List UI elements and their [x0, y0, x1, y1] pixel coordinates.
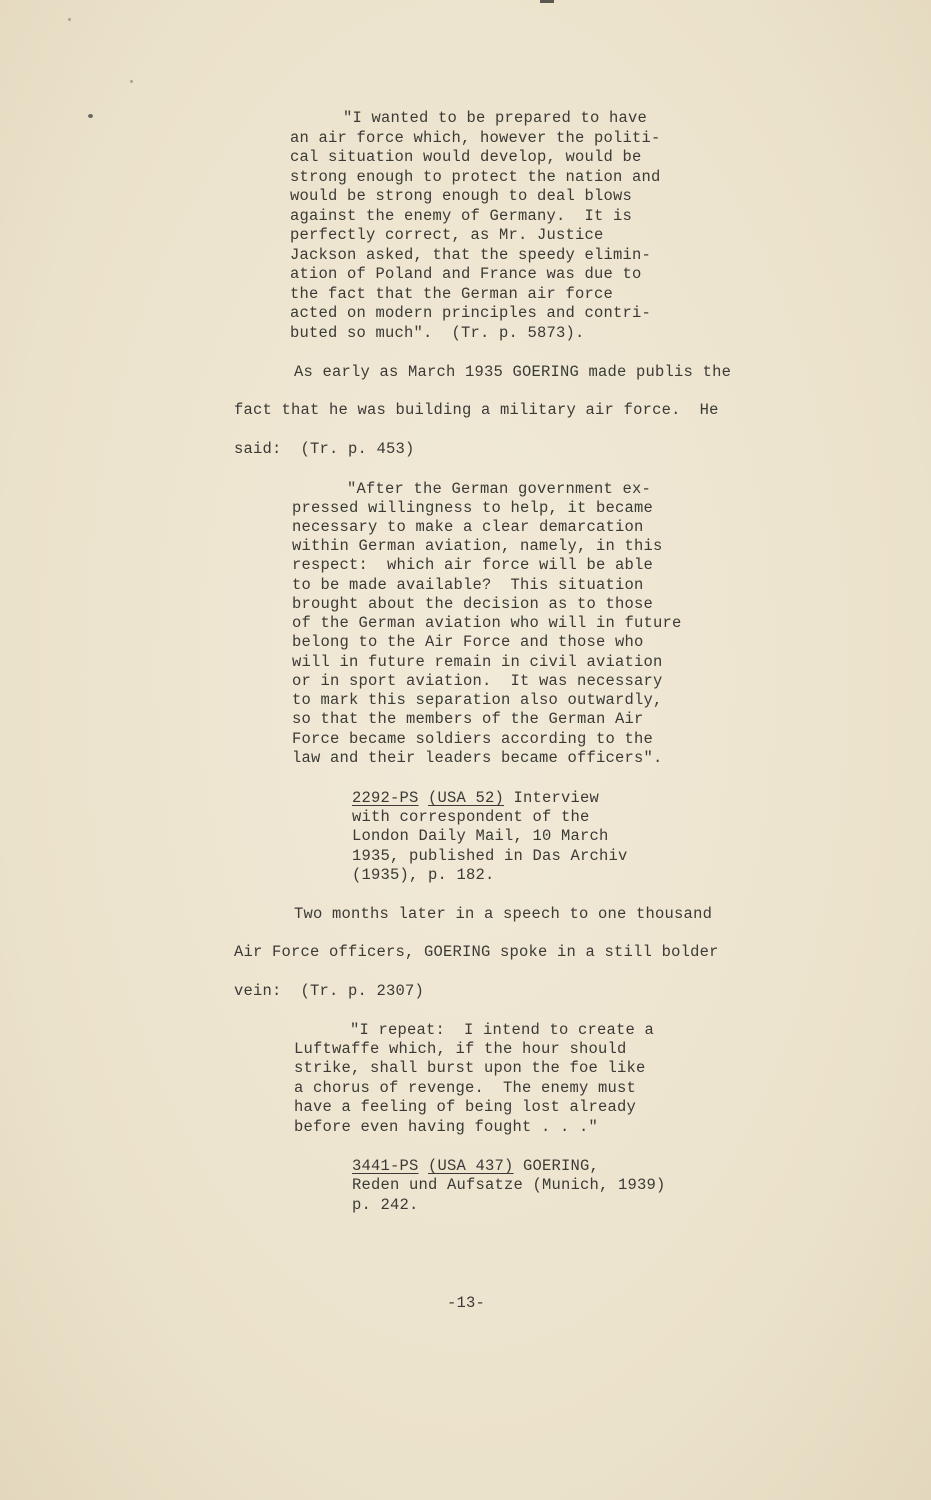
para1-line: said: (Tr. p. 453): [234, 440, 415, 458]
scan-speck: [88, 114, 93, 118]
quote2-line: brought about the decision as to those: [292, 595, 654, 613]
quote1-line: against the enemy of Germany. It is: [290, 207, 633, 225]
citation1-line: with correspondent of the: [352, 808, 590, 826]
quote2-line: to mark this separation also outwardly,: [292, 691, 663, 709]
quote1-line: an air force which, however the politi-: [290, 129, 661, 147]
scan-speck: [130, 80, 133, 83]
para2-line: Air Force officers, GOERING spoke in a still bolder: [234, 943, 719, 961]
quote2-line: law and their leaders became officers".: [292, 749, 663, 767]
para2-line: vein: (Tr. p. 2307): [234, 982, 425, 1000]
quote3-line: "I repeat: I intend to create a: [350, 1021, 655, 1039]
citation2-first-line-rest: GOERING,: [513, 1157, 600, 1175]
quote3-line: Luftwaffe which, if the hour should: [294, 1040, 627, 1058]
quote1-line: perfectly correct, as Mr. Justice: [290, 226, 604, 244]
quote2-line: so that the members of the German Air: [292, 710, 644, 728]
quote1-line: buted so much". (Tr. p. 5873).: [290, 324, 585, 342]
quote3-line: have a feeling of being lost already: [294, 1098, 637, 1116]
quote1-line: cal situation would develop, would be: [290, 148, 642, 166]
quote3-line: a chorus of revenge. The enemy must: [294, 1079, 637, 1097]
quote1-line: "I wanted to be prepared to have: [343, 109, 648, 127]
citation2-first-line: [352, 1159, 599, 1175]
citation1-exhibit-ref: (USA 52): [428, 789, 505, 807]
citation2-doc-ref: 3441-PS: [352, 1157, 419, 1175]
citation2-line: p. 242.: [352, 1196, 419, 1214]
quote3-line: before even having fought . . .": [294, 1118, 599, 1136]
quote2-line: necessary to make a clear demarcation: [292, 518, 644, 536]
quote2-line: to be made available? This situation: [292, 576, 644, 594]
quote2-line: of the German aviation who will in future: [292, 614, 682, 632]
quote1-line: the fact that the German air force: [290, 285, 614, 303]
quote1-line: Jackson asked, that the speedy elimin-: [290, 246, 652, 264]
quote2-line: or in sport aviation. It was necessary: [292, 672, 663, 690]
para2-line: Two months later in a speech to one thousand: [294, 905, 713, 923]
quote2-line: pressed willingness to help, it became: [292, 499, 654, 517]
citation1-first-line: [352, 791, 599, 807]
citation2-line: Reden und Aufsatze (Munich, 1939): [352, 1176, 666, 1194]
scan-mark: [540, 0, 554, 3]
citation1-first-line-rest: Interview: [504, 789, 600, 807]
quote1-line: ation of Poland and France was due to: [290, 265, 642, 283]
quote3-line: strike, shall burst upon the foe like: [294, 1059, 646, 1077]
citation1-line: London Daily Mail, 10 March: [352, 827, 609, 845]
citation1-doc-ref: 2292-PS: [352, 789, 419, 807]
quote2-line: respect: which air force will be able: [292, 556, 654, 574]
para1-line: fact that he was building a military air force. He: [234, 401, 719, 419]
citation1-line: (1935), p. 182.: [352, 866, 495, 884]
quote2-line: Force became soldiers according to the: [292, 730, 654, 748]
quote2-line: will in future remain in civil aviation: [292, 653, 663, 671]
quote2-line: belong to the Air Force and those who: [292, 633, 644, 651]
quote2-line: within German aviation, namely, in this: [292, 537, 663, 555]
quote1-line: would be strong enough to deal blows: [290, 187, 633, 205]
page-number: -13-: [447, 1294, 486, 1312]
quote2-line: "After the German government ex-: [347, 480, 652, 498]
quote1-line: acted on modern principles and contri-: [290, 304, 652, 322]
para1-line: As early as March 1935 GOERING made publis the: [294, 363, 732, 381]
scan-speck: [68, 18, 71, 21]
quote1-line: strong enough to protect the nation and: [290, 168, 661, 186]
citation2-exhibit-ref: (USA 437): [428, 1157, 514, 1175]
citation1-line: 1935, published in Das Archiv: [352, 847, 628, 865]
